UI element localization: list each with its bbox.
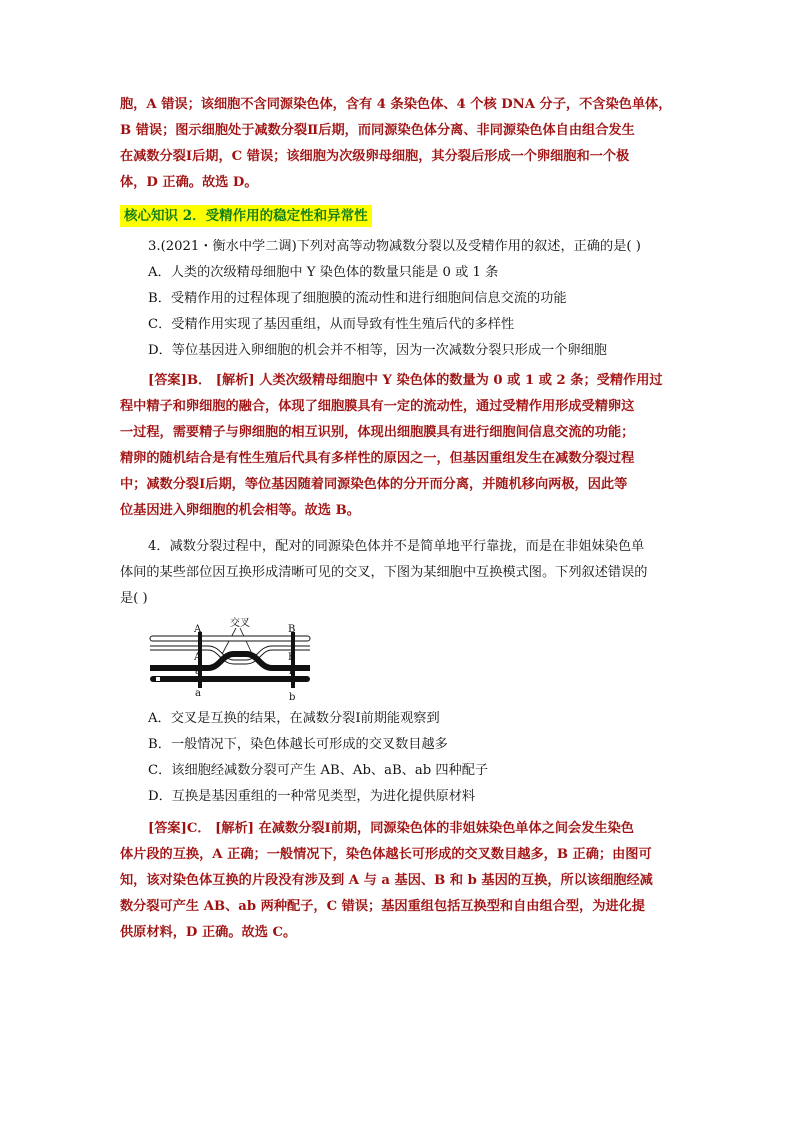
option-a: A．人类的次级精母细胞中 Y 染色体的数量只能是 0 或 1 条 [148,265,499,280]
gene-label: B [288,624,296,635]
question-stem: 3.(2021・衡水中学二调)下列对高等动物减数分裂以及受精作用的叙述，正确的是( ) [148,239,641,254]
question-stem: 是( ) [120,591,148,606]
gene-label: a [195,688,201,699]
gene-label: b [289,666,296,677]
answer-line: 一过程，需要精子与卵细胞的相互识别，体现出细胞膜具有进行细胞间信息交流的功能； [120,425,635,440]
option-c: C．受精作用实现了基因重组，从而导致有性生殖后代的多样性 [148,317,515,332]
answer-line: 程中精子和卵细胞的融合，体现了细胞膜具有一定的流动性，通过受精作用形成受精卵这 [120,399,635,414]
top-answer-paragraph [120,92,680,196]
option-b: B．一般情况下，染色体越长可形成的交叉数目越多 [148,737,448,752]
crossover-diagram [148,610,318,705]
text-line: 体，D 正确。故选 D。 [120,175,258,190]
answer-line: [答案]C． [解析] 在减数分裂Ⅰ前期，同源染色体的非姐妹染色单体之间会发生染色 [148,821,634,836]
gene-label: a [195,666,201,677]
gene-label: A [194,652,202,663]
option-d: D．互换是基因重组的一种常见类型，为进化提供原材料 [148,789,476,804]
question-stem: 体间的某些部位因互换形成清晰可见的交叉，下图为某细胞中互换模式图。下列叙述错误的 [120,565,648,580]
answer-line: 精卵的随机结合是有性生殖后代具有多样性的原因之一，但基因重组发生在减数分裂过程 [120,451,635,466]
answer-line: 供原材料，D 正确。故选 C。 [120,925,297,940]
answer-line: [答案]B． [解析] 人类次级精母细胞中 Y 染色体的数量为 0 或 1 或 2 条；受精作用过 [148,373,663,388]
option-a: A．交叉是互换的结果，在减数分裂Ⅰ前期能观察到 [148,711,440,726]
answer-line: 中；减数分裂Ⅰ后期，等位基因随着同源染色体的分开而分离，并随机移向两极，因此等 [120,477,628,492]
answer-line: 知，该对染色体互换的片段没有涉及到 A 与 a 基因、B 和 b 基因的互换，所以该细胞经减 [120,873,653,888]
option-c: C．该细胞经减数分裂可产生 AB、Ab、aB、ab 四种配子 [148,763,489,778]
question-3-answer [120,368,680,524]
question-4-options [120,706,680,810]
text-line: B 错误；图示细胞处于减数分裂Ⅱ后期，而同源染色体分离、非同源染色体自由组合发生 [120,123,635,138]
question-stem: 4．减数分裂过程中，配对的同源染色体并不是简单地平行靠拢，而是在非姐妹染色单 [148,539,645,554]
option-d: D．等位基因进入卵细胞的机会并不相等，因为一次减数分裂只形成一个卵细胞 [148,343,607,358]
cross-label: 交叉 [230,618,250,629]
text-line: 在减数分裂Ⅰ后期，C 错误；该细胞为次级卵母细胞，其分裂后形成一个卵细胞和一个极 [120,149,630,164]
answer-line: 数分裂可产生 AB、ab 两种配子，C 错误；基因重组包括互换型和自由组合型，为进化提 [120,899,645,914]
option-b: B．受精作用的过程体现了细胞膜的流动性和进行细胞间信息交流的功能 [148,291,567,306]
question-3 [120,234,680,364]
answer-line: 位基因进入卵细胞的机会相等。故选 B。 [120,503,360,518]
question-4 [120,534,680,612]
gene-label: A [194,624,202,635]
answer-line: 体片段的互换，A 正确；一般情况下，染色体越长可形成的交叉数目越多，B 正确；由图可 [120,847,652,862]
gene-label: b [289,692,296,703]
section-heading: 核心知识 2．受精作用的稳定性和异常性 [120,205,372,227]
text-line: 胞，A 错误；该细胞不含同源染色体，含有 4 条染色体、4 个核 DNA 分子，不含染色单体， [120,97,672,112]
gene-label: B [288,652,296,663]
question-4-answer [120,816,680,946]
